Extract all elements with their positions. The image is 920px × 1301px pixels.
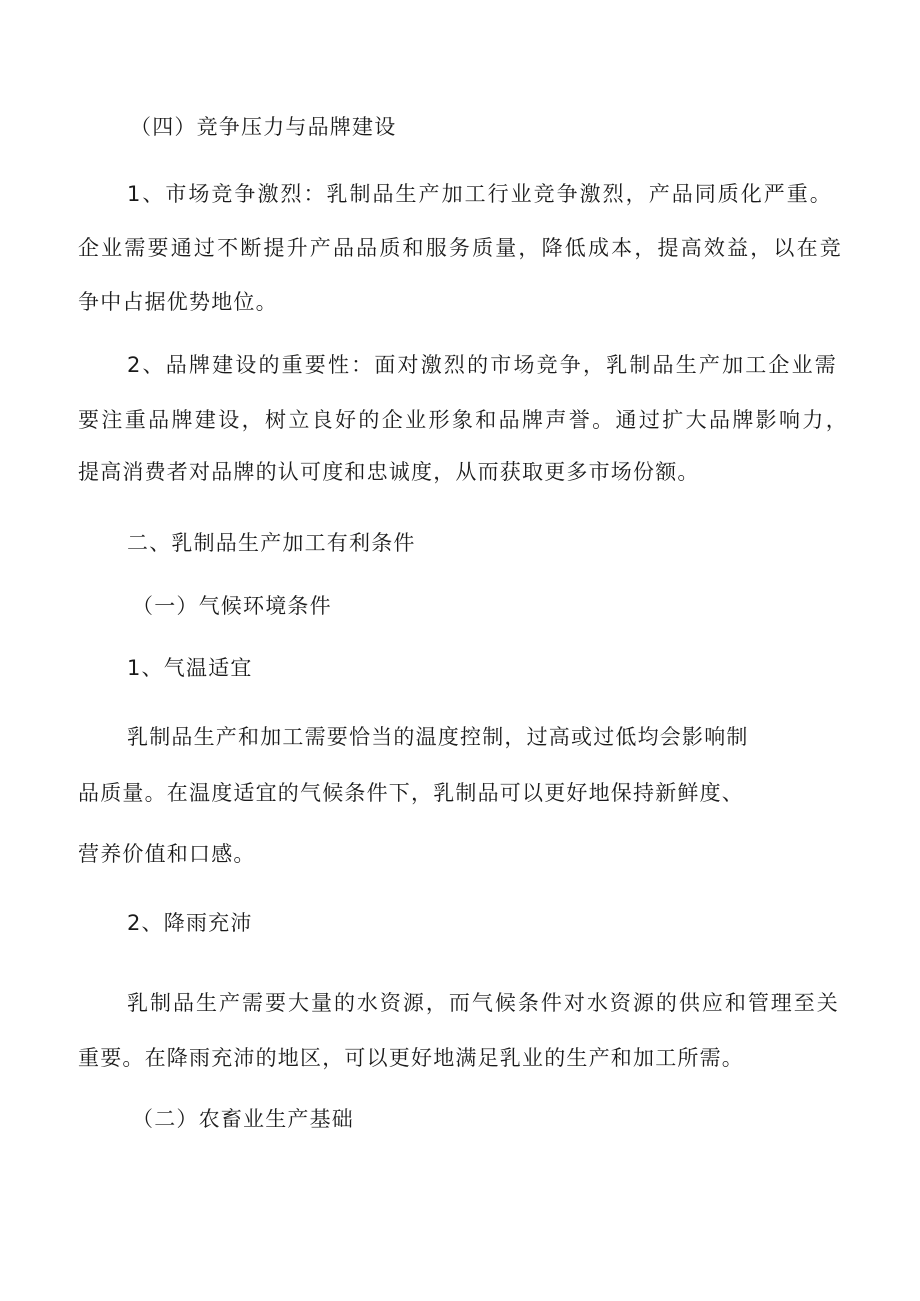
heading-climate: （一）气候环境条件 xyxy=(132,594,332,618)
subheading-rainfall: 2、降雨充沛 xyxy=(127,911,253,935)
paragraph-line: 企业需要通过不断提升产品品质和服务质量，降低成本，提高效益，以在竞 xyxy=(78,236,842,260)
heading-competition-brand: （四）竞争压力与品牌建设 xyxy=(130,115,397,139)
paragraph-line: 2、品牌建设的重要性：面对激烈的市场竞争，乳制品生产加工企业需 xyxy=(127,353,837,377)
heading-agriculture-base: （二）农畜业生产基础 xyxy=(132,1107,354,1131)
paragraph-line: 乳制品生产和加工需要恰当的温度控制，过高或过低均会影响制 xyxy=(127,725,749,749)
subheading-temperature: 1、气温适宜 xyxy=(127,656,253,680)
paragraph-line: 重要。在降雨充沛的地区，可以更好地满足乳业的生产和加工所需。 xyxy=(78,1046,744,1070)
paragraph-line: 争中占据优势地位。 xyxy=(78,290,278,314)
paragraph-line: 乳制品生产需要大量的水资源，而气候条件对水资源的供应和管理至关 xyxy=(127,991,839,1015)
paragraph-line: 营养价值和口感。 xyxy=(78,842,256,866)
paragraph-line: 1、市场竞争激烈：乳制品生产加工行业竞争激烈，产品同质化严重。 xyxy=(127,182,832,206)
paragraph-line: 提高消费者对品牌的认可度和忠诚度，从而获取更多市场份额。 xyxy=(78,460,700,484)
paragraph-line: 品质量。在温度适宜的气候条件下，乳制品可以更好地保持新鲜度、 xyxy=(78,781,744,805)
section-title-favorable-conditions: 二、乳制品生产加工有利条件 xyxy=(127,531,416,555)
paragraph-line: 要注重品牌建设，树立良好的企业形象和品牌声誉。通过扩大品牌影响力， xyxy=(78,408,848,432)
